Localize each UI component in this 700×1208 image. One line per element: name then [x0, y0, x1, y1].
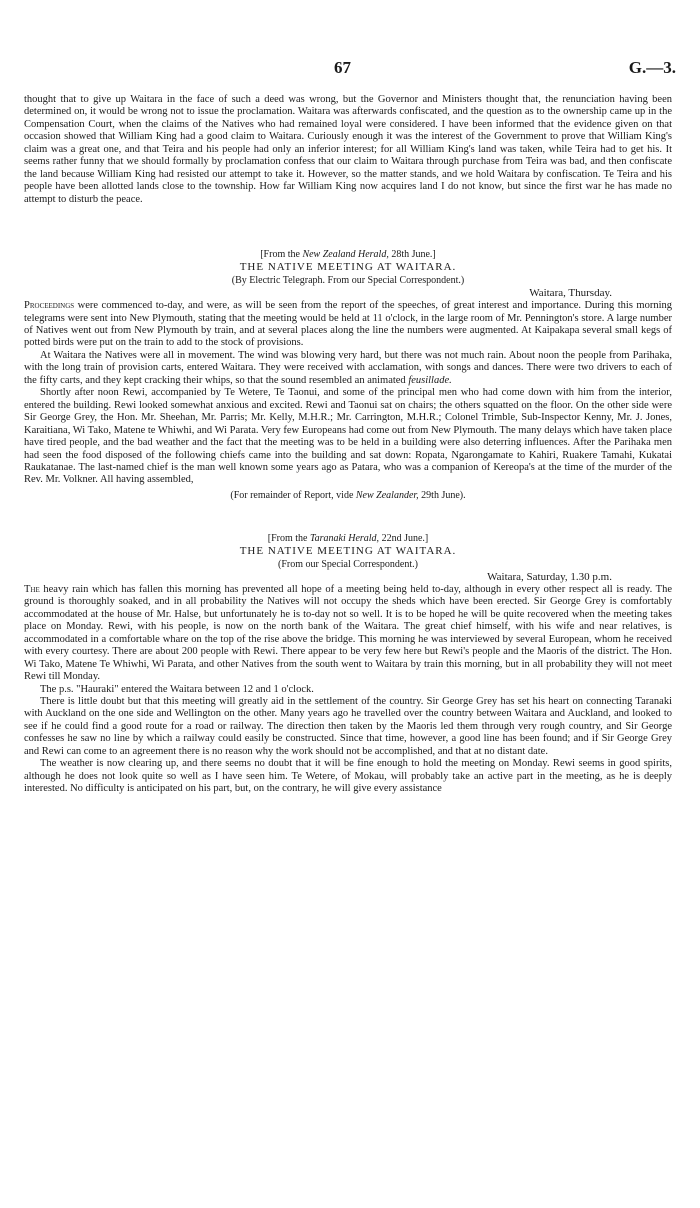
italic-word: feusillade.: [408, 374, 452, 386]
article-paragraph: The weather is now clearing up, and there seems no doubt that it will be fine enough to hold the meeting on Monday. Rewi seems in good spirits, although he does not look quite so well as I have seen him. Te Wetere, of Mokau, will probably take an active part in the meeting, as he is deeply interested. No difficulty is anticipated on his part, but, on the contrary, he will give every assistance: [24, 758, 672, 795]
article-paragraph: The heavy rain which has fallen this morning has prevented all hope of a meeting being held to-day, although in every other respect all is ready. The ground is thoroughly soaked, and in all probability the Natives will not occupy the sheds which have been erected. Sir George Grey is comfortably accommodated at the house of Mr. Halse, but unfortunately he is to-day not so well. It is to be hoped he will be quite recovered when the meeting takes place on Monday. Rewi, with his people, is now on the north bank of the Waitara. The great chief himself, with his wife and near relatives, is accommodated in a comfortable whare on the top of the rise above the bridge. This morning he was interviewed by several European, whom he received with every courtesy. There are about 200 people with Rewi. There appear to be very few here but Rewi's people and the Maoris of the district. The Hon. Wi Tako, Matene Te Whiwhi, Wi Parata, and other Natives from the south went to Waitara by train this morning, but in all probability they will not meet Rewi till Monday.: [24, 583, 672, 683]
article-herald: [24, 248, 672, 502]
article-taranaki: [24, 532, 672, 796]
article-paragraph: There is little doubt but that this meeting will greatly aid in the settlement of the country. Sir George Grey has set his heart on connecting Taranaki with Auckland on the one side and Wellington on the other. Many years ago he travelled over the country between Waitara and Auckland, and looked to see if he could find a good route for a road or railway. The direction then taken by the Maoris led them through very rough country, and Sir George confesses he saw no line by which a railway could easily be constructed. Since that time, however, a good line has been found; and if Sir George Grey and Rewi can come to an agreement there is no reason why the work should not be accomplished, and that at no distant date.: [24, 695, 672, 757]
article-paragraph: Proceedings were commenced to-day, and were, as will be seen from the report of the speeches, of great interest and importance. During this morning telegrams were sent into New Plymouth, stating that the meeting would be held at 11 o'clock, in the large room of Mr. Pennington's store. A large number of Natives went out from New Plymouth by train, and at several places along the line the numbers were augmented. At Kaipakapa several small kegs of potted birds were put on the train to add to the stock of provisions.: [24, 300, 672, 349]
article-source: [From the New Zealand Herald, 28th June.]: [260, 249, 436, 261]
remainder-note: (For remainder of Report, vide New Zealander, 29th June).: [230, 489, 466, 501]
article-paragraph: The p.s. "Hauraki" entered the Waitara between 12 and 1 o'clock.: [40, 683, 314, 695]
document-reference: G.—3.: [628, 58, 676, 77]
article-paragraph: Shortly after noon Rewi, accompanied by Te Wetere, Te Taonui, and some of the principal men who had come down with him from the interior, entered the building. Rewi looked somewhat anxious and excited. Rewi and Taonui sat on chairs; the others squatted on the floor. On the other side were Sir George Grey, the Hon. Mr. Sheehan, Mr. Parris; Mr. Kelly, M.H.R.; Mr. Carrington, M.H.R.; Colonel Trimble, Sub-Inspector Kenny, Mr. J. Jones, Karaitiana, Wi Tako, Matene te Whiwhi, and Wi Parata. Very few Europeans had come out from New Plymouth. The many delays which have taken place have tired people, and the bad weather and the fact that the meeting was to be held in a building were also deterring influences. After the Parihaka men had seen the food disposed of the following chiefs came into the building and sat down: Ropata, Ngarongamate to Kahiri, Ruakere Tamahi, Kukatai Raukatanae. The last-named chief is the man well known some years ago as Patara, who was a companion of Kereopa's at the time of the murder of the Rev. Mr. Volkner. All having assembled,: [24, 387, 672, 486]
article-headline: THE NATIVE MEETING AT WAITARA.: [239, 261, 457, 274]
source-paper-name: Taranaki Herald,: [309, 532, 380, 544]
page-header: [0, 58, 700, 82]
article-dateline: Waitara, Thursday.: [529, 287, 612, 300]
section-gap: [24, 206, 672, 248]
lead-word: The: [24, 583, 40, 595]
lead-word: Proceedings: [24, 300, 75, 312]
article-byline: (From our Special Correspondent.): [278, 558, 418, 570]
article-source: [From the Taranaki Herald, 22nd June.]: [267, 532, 429, 544]
article-headline: THE NATIVE MEETING AT WAITARA.: [239, 544, 457, 557]
opening-paragraph: thought that to give up Waitara in the face of such a deed was wrong, but the Governor and Ministers thought that, the renunciation having been determined on, it would be wrong not to issue the proclamation. Waitara was afterwards confiscated, and the question as to the ownership came up in the Compensation Court, when the claims of the Natives who had remained loyal were considered. I have been informed that the evidence given on that occasion showed that William King had a good claim to Waitara. Curiously enough it was the interest of the Government to prove that William King's claim was a great one, and that Teira and his people had only an inferior interest; for all William King's land was taken, while Teira had to get his. It seems rather funny that we should formally by proclamation confess that our claim to Waitara through purchase from Teira was bad, and then confiscate the land because William King had resisted our attempt to take it. However, so the matter stands, and we hold Waitara by confiscation. Te Teira and his people have been allotted lands close to the township. How far William King now acquires land I do not know, but since the first war he has made no attempt to disturb the peace.: [24, 94, 672, 205]
article-paragraph: At Waitara the Natives were all in movement. The wind was blowing very hard, but there was not much rain. About noon the people from Parihaka, with the long train of provision carts, entered Waitara. They were received with acclamation, with songs and dances. There were two drivers to each of the fifty carts, and they kept cracking their whips, so that the sound resembled an animated feusillade.: [24, 349, 672, 386]
page-number: 67: [334, 58, 351, 77]
article-byline: (By Electric Telegraph. From our Special Correspondent.): [231, 275, 465, 287]
article-dateline: Waitara, Saturday, 1.30 p.m.: [487, 570, 612, 583]
page-body: [24, 94, 672, 796]
remainder-paper-name: New Zealander,: [355, 489, 419, 501]
section-gap: [24, 502, 672, 532]
source-paper-name: New Zealand Herald,: [302, 249, 389, 261]
